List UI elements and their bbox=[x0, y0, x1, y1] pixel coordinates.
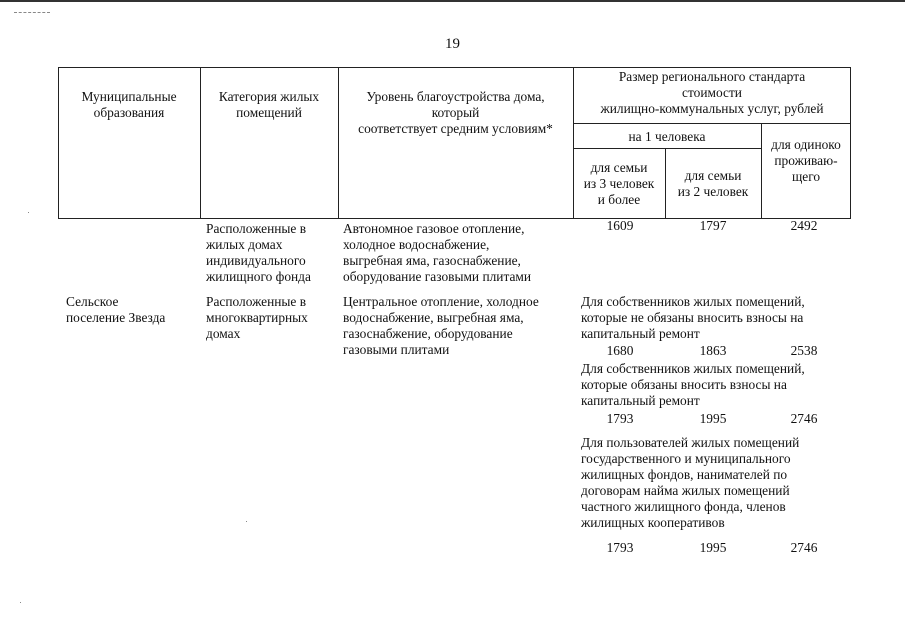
scan-top-border bbox=[0, 0, 905, 2]
header-text: для семьи bbox=[590, 160, 648, 175]
body-text: оборудование газовыми плитами bbox=[343, 269, 532, 284]
scan-speck bbox=[20, 602, 21, 603]
header-per-person: на 1 человека bbox=[628, 129, 706, 144]
tenant-group bbox=[581, 435, 799, 531]
value-family2: 1863 bbox=[699, 343, 727, 358]
header-text: из 3 человек bbox=[583, 176, 655, 191]
header-text: образования bbox=[93, 105, 165, 120]
value-family2: 1995 bbox=[699, 411, 727, 426]
header-level bbox=[338, 89, 573, 137]
header-text: щего bbox=[791, 169, 821, 184]
value-family3: 1680 bbox=[606, 343, 634, 358]
header-category bbox=[200, 89, 338, 121]
page-number: 19 bbox=[445, 36, 460, 52]
body-text: холодное водоснабжение, bbox=[343, 237, 490, 252]
body-text: капитальный ремонт bbox=[581, 326, 700, 341]
body-text: которые обязаны вносить взносы на bbox=[581, 377, 787, 392]
scan-mark bbox=[14, 12, 50, 14]
owner-group-capital-repair bbox=[581, 361, 805, 409]
body-text: которые не обязаны вносить взносы на bbox=[581, 310, 804, 325]
body-text: государственного и муниципального bbox=[581, 451, 791, 466]
body-text: Центральное отопление, холодное bbox=[343, 294, 539, 309]
header-text: и более bbox=[597, 192, 641, 207]
header-family-2 bbox=[665, 168, 761, 200]
body-text: Для пользователей жилых помещений bbox=[581, 435, 800, 450]
value-family2: 1797 bbox=[699, 218, 727, 233]
value-family3: 1609 bbox=[606, 218, 634, 233]
rule bbox=[573, 123, 851, 124]
header-text: стоимости bbox=[682, 85, 742, 100]
body-text: водоснабжение, выгребная яма, bbox=[343, 310, 524, 325]
body-text: многоквартирных bbox=[206, 310, 308, 325]
scan-speck bbox=[246, 521, 247, 522]
body-text: Расположенные в bbox=[206, 294, 307, 309]
row1-level bbox=[343, 221, 531, 285]
value-single: 2746 bbox=[790, 540, 818, 555]
header-text: соответствует средним условиям* bbox=[358, 121, 553, 136]
value-single: 2538 bbox=[790, 343, 818, 358]
body-text: выгребная яма, газоснабжение, bbox=[343, 253, 521, 268]
rule bbox=[58, 67, 851, 68]
header-text: который bbox=[431, 105, 480, 120]
body-text: Автономное газовое отопление, bbox=[343, 221, 525, 236]
row1-category bbox=[206, 221, 311, 285]
row2-level bbox=[343, 294, 539, 358]
body-text: домах bbox=[206, 326, 241, 341]
header-text: для семьи bbox=[684, 168, 742, 183]
row2-category bbox=[206, 294, 308, 342]
value-family3: 1793 bbox=[606, 411, 634, 426]
body-text: жилищного фонда bbox=[206, 269, 311, 284]
body-text: жилых домах bbox=[206, 237, 283, 252]
header-standard-size bbox=[573, 69, 851, 117]
header-text: проживаю- bbox=[774, 153, 838, 168]
body-text: Расположенные в bbox=[206, 221, 307, 236]
body-text: Сельское bbox=[66, 294, 119, 309]
header-text: для одиноко bbox=[771, 137, 841, 152]
header-family-3 bbox=[573, 160, 665, 208]
header-text: Уровень благоустройства дома, bbox=[366, 89, 545, 104]
value-family2: 1995 bbox=[699, 540, 727, 555]
body-text: Для собственников жилых помещений, bbox=[581, 361, 805, 376]
header-text: Размер регионального стандарта bbox=[618, 69, 806, 84]
header-text: помещений bbox=[236, 105, 302, 120]
body-text: жилищных кооперативов bbox=[581, 515, 725, 530]
header-single-resident bbox=[761, 137, 851, 185]
value-single: 2492 bbox=[790, 218, 818, 233]
body-text: жилищных фондов, нанимателей по bbox=[581, 467, 788, 482]
body-text: индивидуального bbox=[206, 253, 306, 268]
body-text: капитальный ремонт bbox=[581, 393, 700, 408]
body-text: договорам найма жилых помещений bbox=[581, 483, 790, 498]
header-text: Муниципальные bbox=[81, 89, 177, 104]
owner-group-no-capital-repair bbox=[581, 294, 805, 342]
rule bbox=[573, 148, 761, 149]
header-municipality bbox=[58, 89, 200, 121]
table-header bbox=[58, 67, 851, 219]
body-text: Для собственников жилых помещений, bbox=[581, 294, 805, 309]
scan-speck bbox=[28, 212, 29, 213]
header-text: Категория жилых bbox=[218, 89, 320, 104]
header-text: из 2 человек bbox=[677, 184, 749, 199]
body-text: частного жилищного фонда, членов bbox=[581, 499, 786, 514]
body-text: поселение Звезда bbox=[66, 310, 166, 325]
value-family3: 1793 bbox=[606, 540, 634, 555]
municipality-name bbox=[66, 294, 165, 326]
body-text: газоснабжение, оборудование bbox=[343, 326, 513, 341]
body-text: газовыми плитами bbox=[343, 342, 450, 357]
value-single: 2746 bbox=[790, 411, 818, 426]
header-text: жилищно-коммунальных услуг, рублей bbox=[600, 101, 824, 116]
